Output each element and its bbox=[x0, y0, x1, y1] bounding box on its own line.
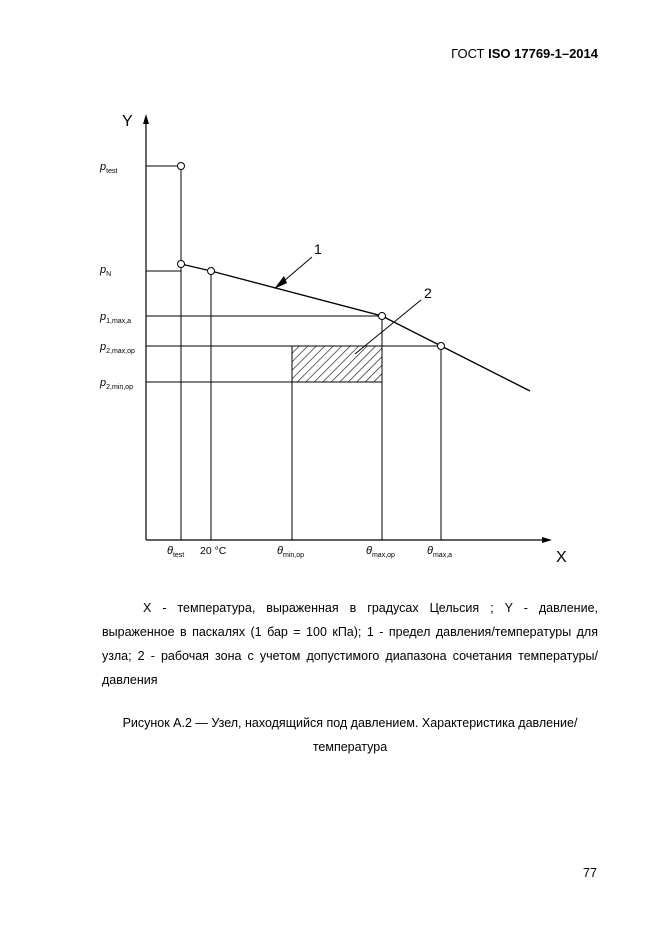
callout-2-label: 2 bbox=[424, 285, 432, 301]
point-max-op bbox=[438, 343, 445, 350]
y-label-p2-max-op: $p_{2,max,op}$ bbox=[100, 341, 135, 355]
x-label-20c: 20 °C bbox=[200, 545, 227, 557]
point-test bbox=[178, 163, 185, 170]
x-axis-arrow bbox=[542, 537, 552, 543]
header-prefix: ГОСТ bbox=[451, 46, 485, 61]
y-label-p2-min-op: $p_{2,min,op}$ bbox=[100, 377, 133, 391]
operating-zone bbox=[292, 346, 382, 382]
point-n bbox=[178, 261, 185, 268]
page-number: 77 bbox=[583, 866, 597, 880]
figure-caption: Рисунок А.2 — Узел, находящийся под давлением. Характеристика давление/температура bbox=[122, 716, 578, 754]
callout-1-label: 1 bbox=[314, 241, 322, 257]
x-label-theta-max-a: $\theta_{max,a}$ bbox=[427, 545, 453, 559]
x-label-theta-test: $\theta_{test}$ bbox=[167, 545, 185, 559]
y-label-p1-max-a: $p_{1,max,a}$ bbox=[100, 311, 132, 325]
figure-legend: X - температура, выраженная в градусах Цельсия ; Y - давление, выраженное в паскалях (1 бар = 100 кПа); 1 - предел давления/температуры для узла; 2 - рабочая зона с учетом допустимого диапазона сочетания температуры/давления bbox=[102, 601, 598, 687]
y-axis-arrow bbox=[143, 114, 149, 124]
point-20c bbox=[208, 268, 215, 275]
callout-1-arrowhead bbox=[274, 276, 287, 289]
header-standard: ISO 17769-1–2014 bbox=[488, 46, 598, 61]
x-axis-label: X bbox=[556, 549, 567, 566]
y-label-p-n: $p_N$ bbox=[100, 264, 112, 278]
x-label-theta-max-op: $\theta_{max,op}$ bbox=[366, 545, 395, 559]
y-axis-label: Y bbox=[122, 113, 133, 130]
point-max-a bbox=[379, 313, 386, 320]
x-label-theta-min-op: $\theta_{min,op}$ bbox=[277, 545, 304, 559]
y-label-p-test: $p_{test}$ bbox=[100, 161, 118, 175]
